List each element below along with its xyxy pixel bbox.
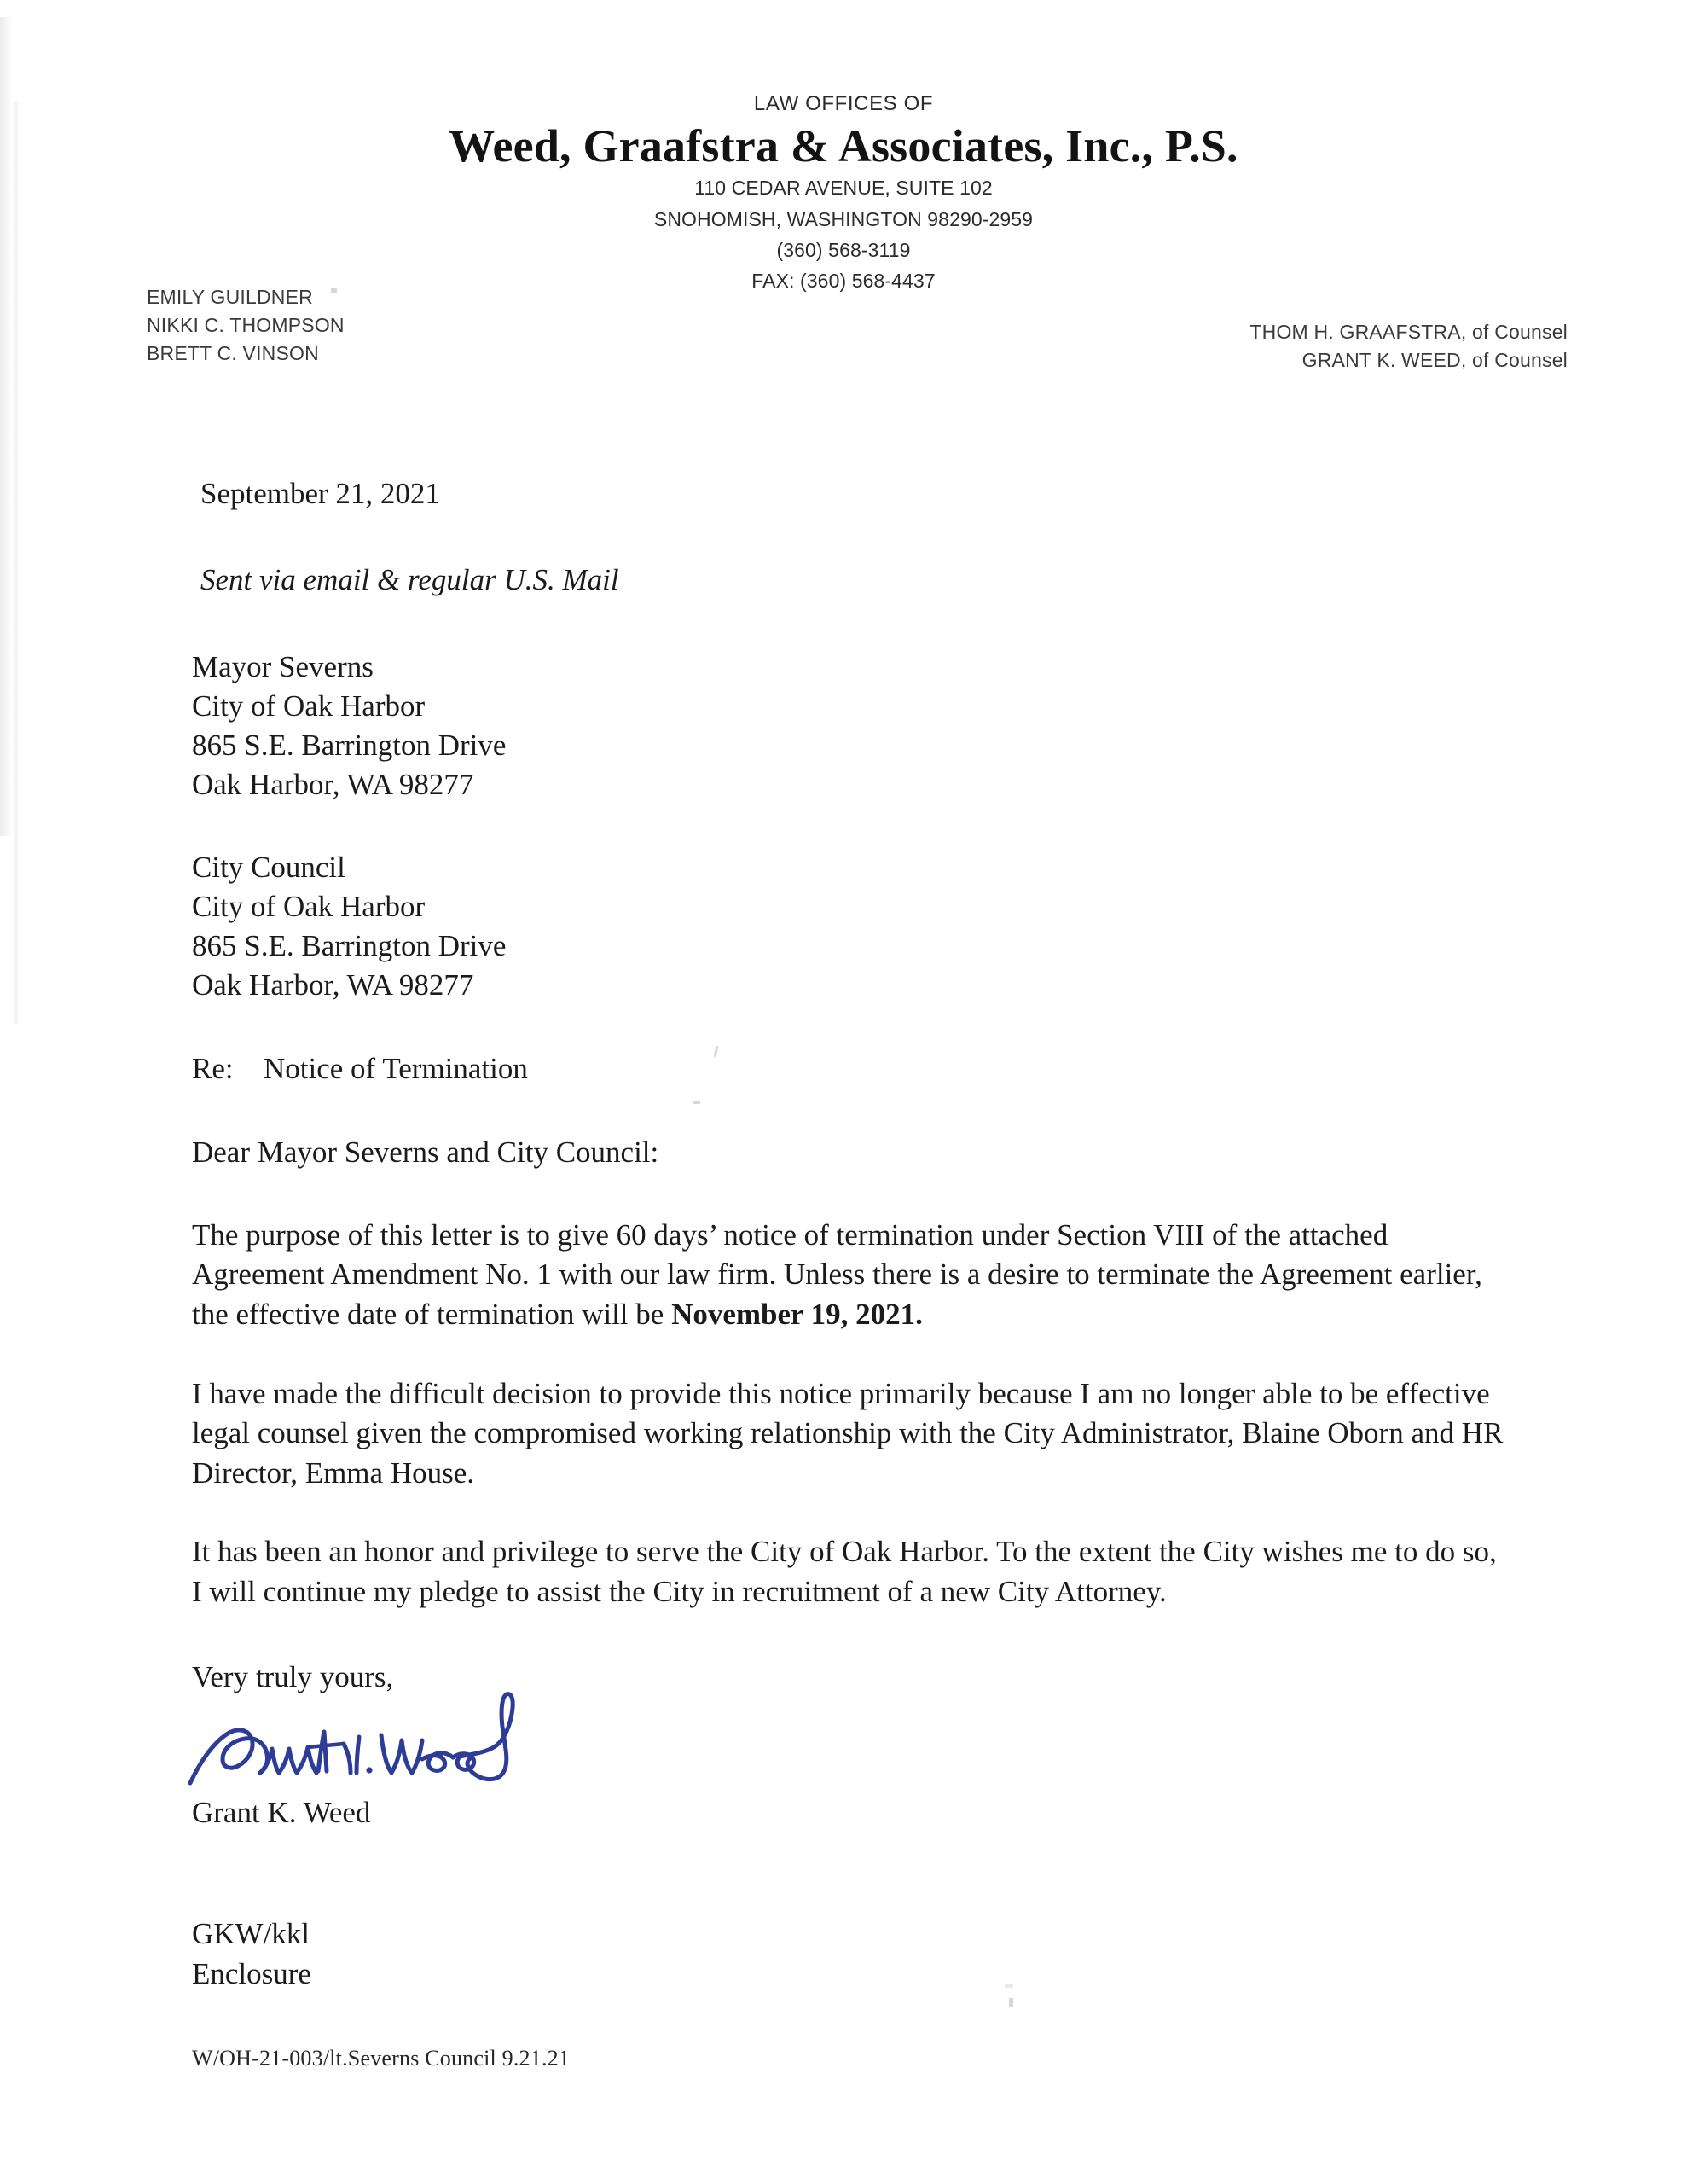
firm-name-text: Weed, Graafstra & Associates, Inc., P.S. [449, 119, 1238, 171]
closing-salutation: Very truly yours, [192, 1660, 394, 1694]
recipient-name: Mayor Severns [192, 650, 374, 684]
body-paragraph-2: I have made the difficult decision to provide this notice primarily because I am no longer able to be effective legal counsel given the compromised working relationship with the City Administrator, Blaine Oborn and HR Director, Emma House. [192, 1376, 1504, 1490]
letterhead-address-line-2: SNOHOMISH, WASHINGTON 98290-2959 [653, 207, 1034, 230]
attorney-name: NIKKI C. THOMPSON [147, 313, 345, 336]
recipient-org: City of Oak Harbor [192, 890, 426, 924]
recipient-address-block-council [192, 848, 1505, 1004]
letterhead-eyebrow: LAW OFFICES OF [753, 92, 934, 115]
of-counsel-name: THOM H. GRAAFSTRA, of Counsel [1249, 321, 1568, 343]
recipient-org: City of Oak Harbor [192, 688, 426, 723]
attorney-list-right [1249, 318, 1568, 375]
letterhead-address-line-1: 110 CEDAR AVENUE, SUITE 102 [694, 177, 993, 200]
letterhead-fax: FAX: (360) 568-4437 [751, 270, 936, 293]
body-paragraph-3: It has been an honor and privilege to serve the City of Oak Harbor. To the extent the City wishes me to do so, I will continue my pledge to assist the City in recruitment of a new City Attorney. [192, 1535, 1497, 1608]
attorney-name: EMILY GUILDNER [147, 286, 313, 308]
letter-date: September 21, 2021 [200, 477, 440, 510]
file-reference-footer: W/OH-21-003/lt.Severns Council 9.21.21 [192, 2045, 571, 2071]
recipient-address-block-mayor [192, 648, 1505, 804]
paragraph-1-text: The purpose of this letter is to give 60 days’ notice of termination under Section VIII of the attached Agreement Amendment No. 1 with our law firm. Unless there is a desire to terminate the Agreement earlier, the effective date of termination will be [192, 1217, 1482, 1332]
recipient-citystatezip: Oak Harbor, WA 98277 [192, 767, 474, 801]
delivery-method-line: Sent via email & regular U.S. Mail [200, 562, 619, 596]
recipient-citystatezip: Oak Harbor, WA 98277 [192, 968, 474, 1002]
enclosure-note: Enclosure [192, 1956, 311, 1990]
letter-body [192, 474, 1505, 2073]
re-label: Re: [192, 1051, 234, 1085]
recipient-street: 865 S.E. Barrington Drive [192, 929, 507, 963]
signature-area [185, 1693, 1505, 1793]
recipient-name: City Council [192, 851, 345, 885]
initials-reference: GKW/kkl [192, 1917, 310, 1951]
handwritten-signature-icon [185, 1687, 552, 1794]
signer-name: Grant K. Weed [192, 1795, 371, 1829]
body-paragraph-1 [192, 1216, 1505, 1335]
attorney-list-left [147, 283, 345, 368]
re-subject: Notice of Termination [264, 1051, 528, 1085]
attorney-name: BRETT C. VINSON [147, 341, 319, 364]
salutation: Dear Mayor Severns and City Council: [192, 1136, 659, 1170]
letterhead-phone: (360) 568-3119 [776, 238, 911, 261]
re-line [192, 1049, 1505, 1089]
firm-name [0, 120, 1687, 171]
letterhead [0, 92, 1687, 296]
effective-termination-date: November 19, 2021. [671, 1298, 923, 1332]
recipient-street: 865 S.E. Barrington Drive [192, 728, 507, 762]
of-counsel-name: GRANT K. WEED, of Counsel [1301, 348, 1568, 371]
reference-initials-block [192, 1914, 1505, 1994]
